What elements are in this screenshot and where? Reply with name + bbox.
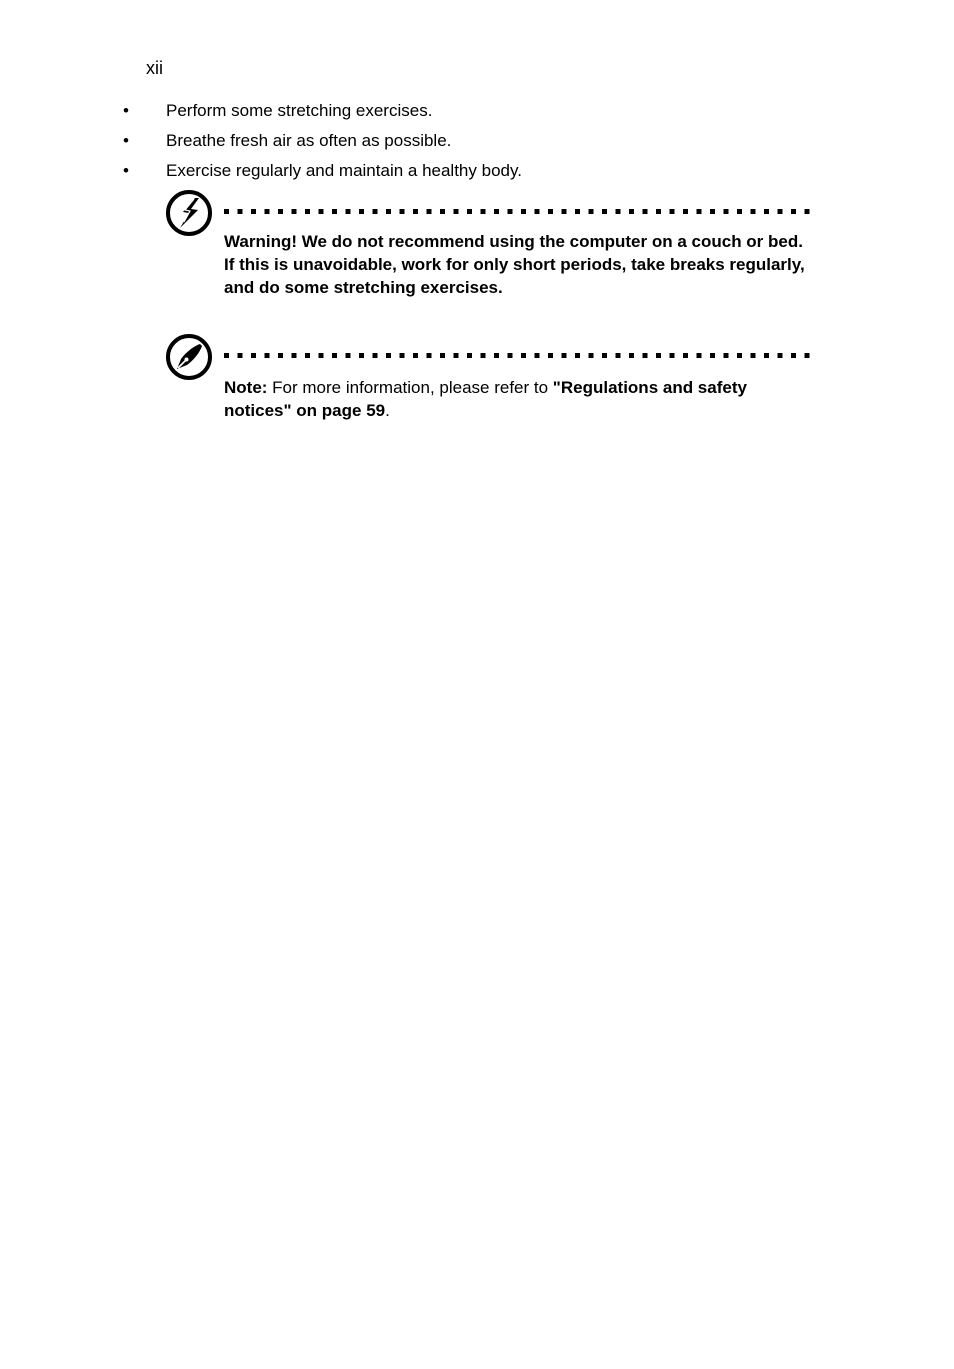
- bullet-marker: •: [123, 161, 129, 180]
- bullet-text: Breathe fresh air as often as possible.: [166, 131, 452, 150]
- list-item: [0, 130, 954, 160]
- note-text: [224, 376, 810, 422]
- bullet-text: Perform some stretching exercises.: [166, 101, 433, 120]
- bullet-marker: •: [123, 131, 129, 150]
- note-reference-link[interactable]: "Regulations and safety notices" on page 59: [224, 378, 747, 420]
- warning-text: Warning! We do not recommend using the computer on a couch or bed. If this is unavoidable, work for only short periods, take breaks regularly, and do some stretching exercises.: [224, 232, 805, 297]
- dotted-separator: [224, 353, 810, 358]
- note-body: For more information, please refer to: [267, 378, 553, 397]
- note-label: Note:: [224, 378, 268, 397]
- bullet-text: Exercise regularly and maintain a healthy body.: [166, 161, 522, 180]
- dotted-separator: [224, 209, 810, 214]
- note-pen-icon: [164, 332, 214, 382]
- note-end: .: [385, 401, 390, 420]
- list-item: [0, 100, 954, 130]
- bullet-marker: •: [123, 101, 129, 120]
- list-item: [0, 160, 954, 190]
- bullet-list: [0, 100, 954, 190]
- warning-lightning-icon: [164, 188, 214, 238]
- page-number: xii: [146, 58, 163, 78]
